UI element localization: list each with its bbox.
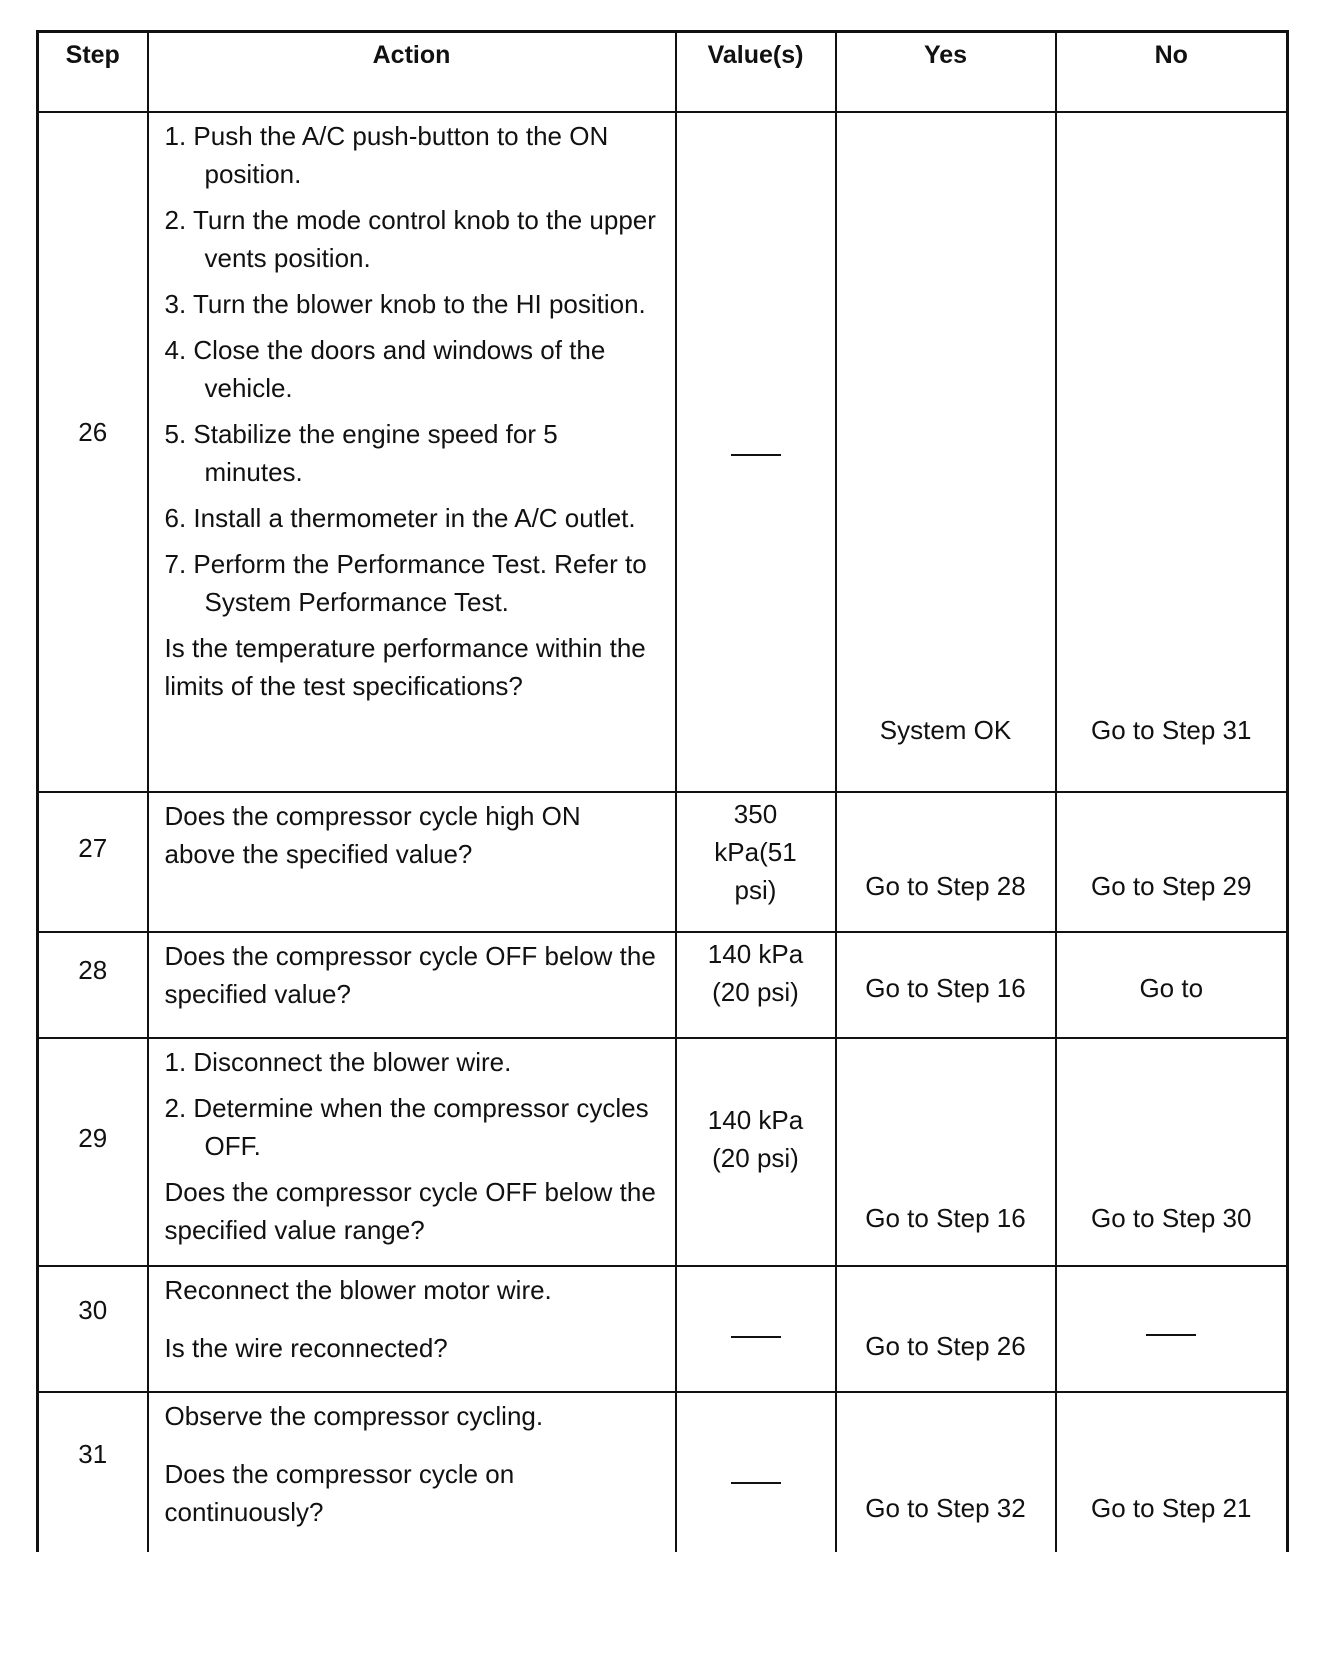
yes-cell	[836, 1392, 1056, 1552]
table-row	[38, 1038, 1288, 1266]
step-number: 29	[78, 1123, 108, 1153]
yes-result: Go to Step 28	[865, 871, 1026, 901]
table-row	[38, 932, 1288, 1038]
question-text: Does the compressor cycle high ON above the specified value?	[164, 801, 581, 869]
value-cell	[676, 1266, 836, 1392]
no-cell	[1056, 1392, 1288, 1552]
step-cell	[38, 112, 148, 792]
spec-value: 140 kPa (20 psi)	[707, 939, 804, 1007]
yes-cell	[836, 792, 1056, 932]
no-cell	[1056, 1266, 1288, 1392]
step-cell	[38, 792, 148, 932]
action-steps-list	[165, 1043, 659, 1165]
step-number: 27	[78, 833, 108, 863]
yes-result: Go to Step 32	[865, 1493, 1026, 1523]
question-text: Is the wire reconnected?	[164, 1333, 448, 1363]
yes-result: System OK	[879, 715, 1012, 745]
no-result: Go to Step 30	[1091, 1203, 1252, 1233]
header-row	[38, 32, 1288, 113]
value-cell	[676, 932, 836, 1038]
step-number: 31	[78, 1439, 108, 1469]
table-row	[38, 112, 1288, 792]
list-item: 3. Turn the blower knob to the HI position.	[164, 289, 646, 319]
value-cell	[676, 1392, 836, 1552]
table-row	[38, 1392, 1288, 1552]
step-number: 26	[78, 417, 108, 447]
no-result: Go to Step 21	[1091, 1493, 1252, 1523]
list-item: 2. Turn the mode control knob to the upper vents position.	[164, 205, 656, 273]
no-value-dash	[731, 1482, 781, 1484]
value-cell	[676, 1038, 836, 1266]
header-yes: Yes	[836, 32, 1056, 113]
action-cell	[148, 1266, 676, 1392]
no-result: Go to Step 29	[1091, 871, 1252, 901]
list-item: 6. Install a thermometer in the A/C outlet.	[164, 503, 636, 533]
list-item: 4. Close the doors and windows of the vehicle.	[164, 335, 606, 403]
yes-cell	[836, 1266, 1056, 1392]
header-step: Step	[38, 32, 148, 113]
step-number: 28	[78, 955, 108, 985]
no-result-dash	[1146, 1334, 1196, 1336]
step-number: 30	[78, 1295, 108, 1325]
yes-cell	[836, 1038, 1056, 1266]
list-item: 1. Disconnect the blower wire.	[164, 1047, 512, 1077]
action-cell	[148, 112, 676, 792]
no-result: Go to Step 31	[1091, 715, 1252, 745]
header-values: Value(s)	[676, 32, 836, 113]
list-item: 5. Stabilize the engine speed for 5 minutes.	[164, 419, 558, 487]
no-cell	[1056, 112, 1288, 792]
table-row	[38, 792, 1288, 932]
no-result: Go to	[1139, 973, 1204, 1003]
value-cell	[676, 112, 836, 792]
action-steps-list	[165, 117, 659, 621]
diagnostic-table-page	[36, 30, 1286, 1552]
table-row	[38, 1266, 1288, 1392]
diagnostic-table	[36, 30, 1289, 1552]
list-item: 1. Push the A/C push-button to the ON position.	[164, 121, 609, 189]
step-cell	[38, 1266, 148, 1392]
yes-cell	[836, 932, 1056, 1038]
no-cell	[1056, 792, 1288, 932]
value-cell	[676, 792, 836, 932]
list-item: 7. Perform the Performance Test. Refer to System Performance Test.	[164, 549, 647, 617]
action-cell	[148, 792, 676, 932]
action-cell	[148, 1392, 676, 1552]
yes-result: Go to Step 16	[865, 1203, 1026, 1233]
action-cell	[148, 932, 676, 1038]
spec-value: 350 kPa(51 psi)	[714, 799, 797, 905]
no-value-dash	[731, 1336, 781, 1338]
yes-result: Go to Step 16	[865, 973, 1026, 1003]
no-value-dash	[731, 454, 781, 456]
instruction-text: Reconnect the blower motor wire.	[164, 1275, 552, 1305]
action-cell	[148, 1038, 676, 1266]
list-item: 2. Determine when the compressor cycles OFF.	[164, 1093, 649, 1161]
question-text: Does the compressor cycle OFF below the specified value?	[164, 941, 656, 1009]
step-cell	[38, 1038, 148, 1266]
question-text: Does the compressor cycle on continuously?	[164, 1459, 515, 1527]
step-cell	[38, 932, 148, 1038]
question-text: Does the compressor cycle OFF below the specified value range?	[164, 1177, 656, 1245]
instruction-text: Observe the compressor cycling.	[164, 1401, 544, 1431]
no-cell	[1056, 932, 1288, 1038]
yes-cell	[836, 112, 1056, 792]
step-cell	[38, 1392, 148, 1552]
question-text: Is the temperature performance within the limits of the test specifications?	[164, 633, 646, 701]
no-cell	[1056, 1038, 1288, 1266]
yes-result: Go to Step 26	[865, 1331, 1026, 1361]
header-no: No	[1056, 32, 1288, 113]
spec-value: 140 kPa (20 psi)	[707, 1105, 804, 1173]
header-action: Action	[148, 32, 676, 113]
